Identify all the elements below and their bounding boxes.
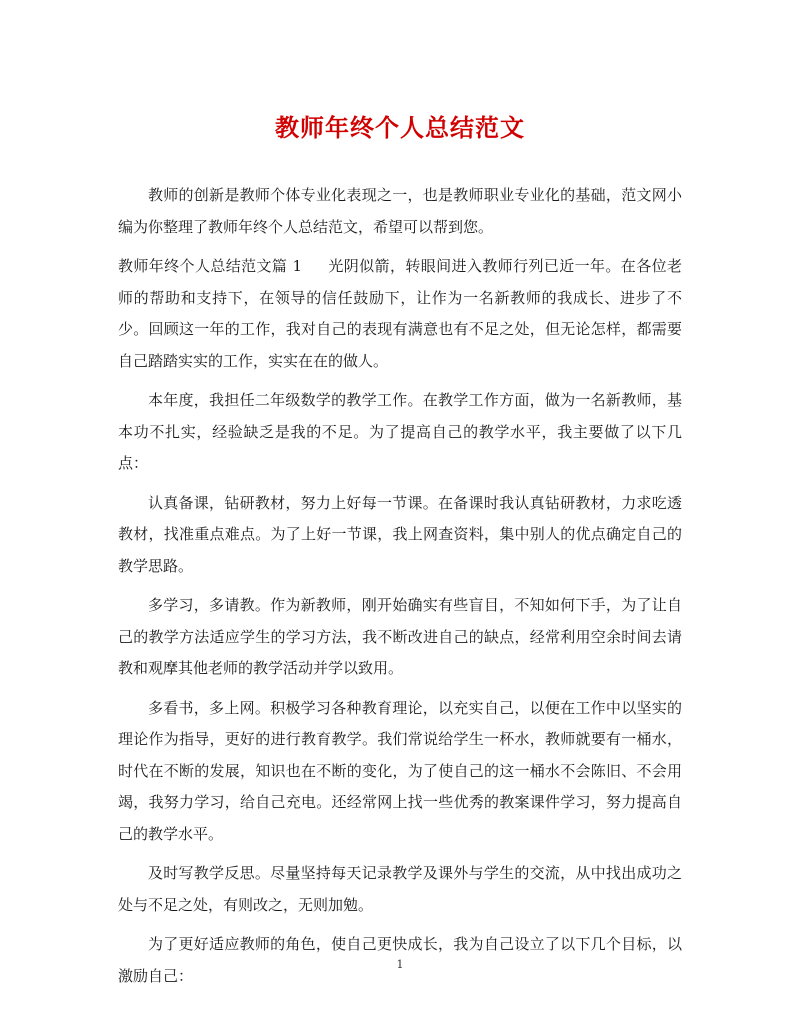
section-first-text: 光阴似箭，转眼间进入教师行列已近一年。在各位老师的帮助和支持下，在领导的信任鼓励下，让作为一名新教师的我成长、进步了不少。回顾这一年的工作，我对自己的表现有满意也有不足之处，但无论怎样，都需要自己踏踏实实的工作，实实在在的做人。 (118, 257, 682, 370)
body-paragraph: 及时写教学反思。尽量坚持每天记录教学及课外与学生的交流，从中找出成功之处与不足之处，有则改之，无则加勉。 (118, 864, 682, 914)
body-paragraph: 多看书，多上网。积极学习各种教育理论，以充实自己，以便在工作中以坚实的理论作为指导，更好的进行教育教学。我们常说给学生一杯水，教师就要有一桶水，时代在不断的发展，知识也在不断的变化，为了使自己的这一桶水不会陈旧、不会用竭，我努力学习，给自己充电。还经常网上找一些优秀的教案课件学习，努力提高自己的教学水平。 (118, 698, 682, 843)
intro-paragraph: 教师的创新是教师个体专业化表现之一，也是教师职业专业化的基础，范文网小编为你整理了教师年终个人总结范文，希望可以帮到您。 (118, 186, 682, 236)
body-paragraph: 多学习，多请教。作为新教师，刚开始确实有些盲目，不知如何下手，为了让自己的教学方法适应学生的学习方法，我不断改进自己的缺点，经常利用空余时间去请教和观摩其他老师的教学活动并学以致用。 (118, 596, 682, 677)
body-paragraph: 本年度，我担任二年级数学的教学工作。在教学工作方面，做为一名新教师，基本功不扎实，经验缺乏是我的不足。为了提高自己的教学水平，我主要做了以下几点： (118, 391, 682, 472)
document-body (118, 180, 682, 1000)
body-paragraph: 为了更好适应教师的角色，使自己更快成长，我为自己设立了以下几个目标，以激励自己： (118, 935, 682, 985)
section-label: 教师年终个人总结范文篇 1 (118, 257, 302, 275)
page-number: 1 (396, 958, 404, 971)
body-paragraph: 认真备课，钻研教材，努力上好每一节课。在备课时我认真钻研教材，力求吃透教材，找准重点难点。为了上好一节课，我上网查资料，集中别人的优点确定自己的教学思路。 (118, 493, 682, 575)
document-title: 教师年终个人总结范文 (275, 113, 525, 142)
section-first-paragraph (118, 251, 682, 377)
